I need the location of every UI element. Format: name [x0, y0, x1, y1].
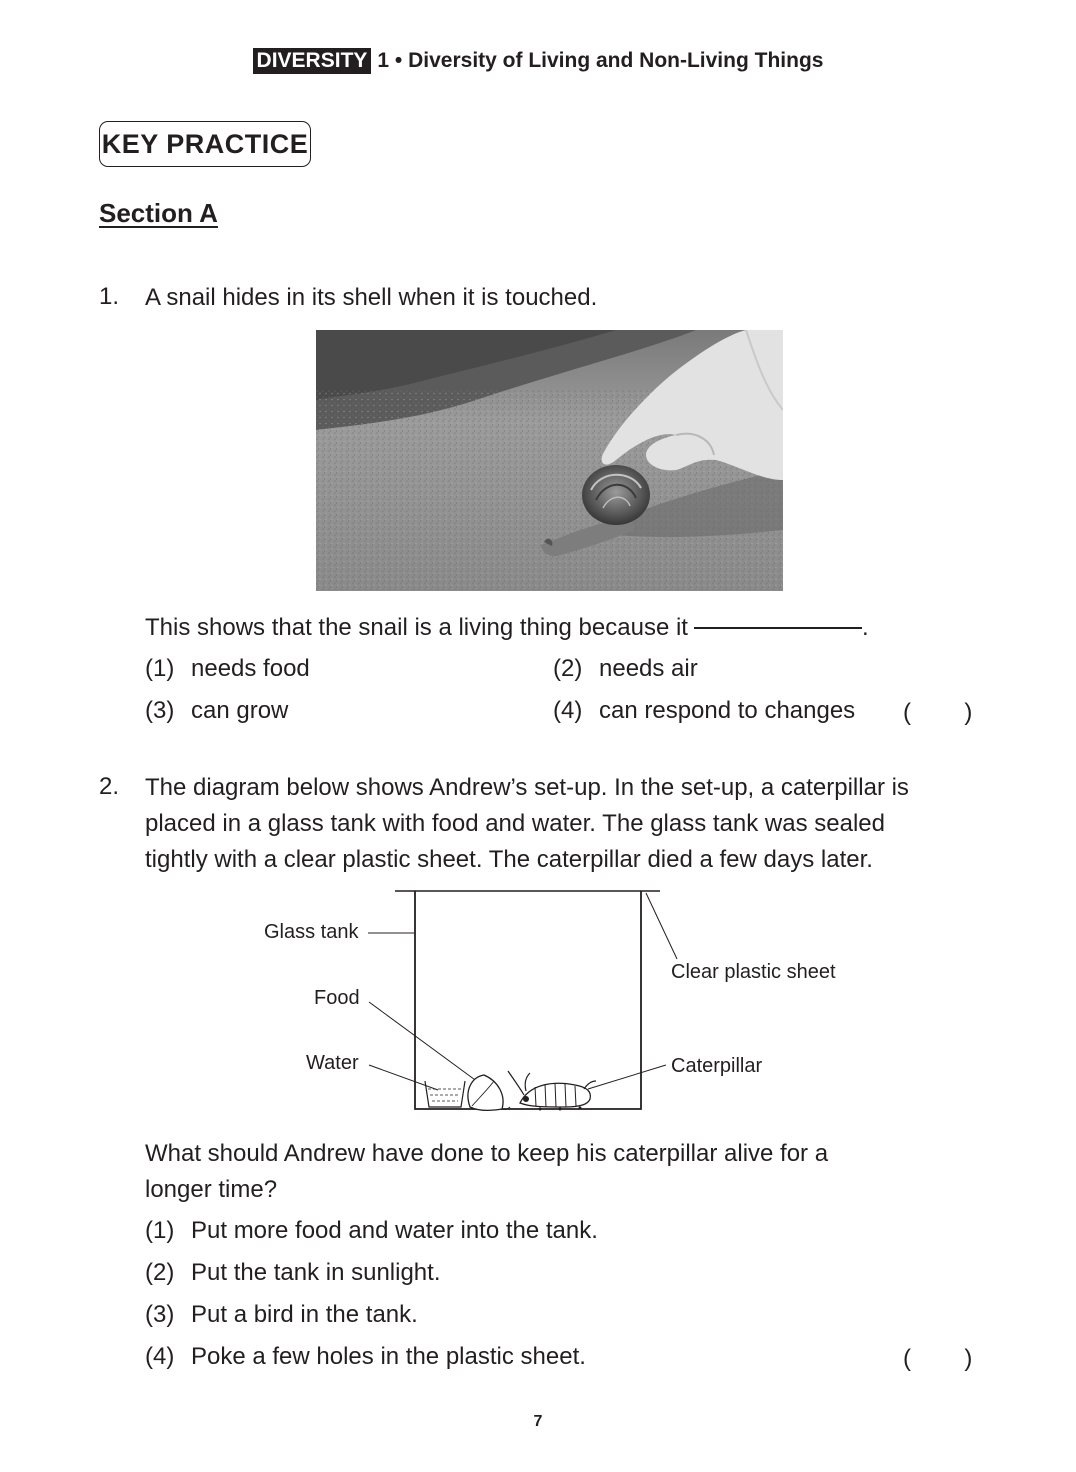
q1-answer-bracket[interactable]: ( ) — [903, 699, 973, 726]
option-text: Put the tank in sunlight. — [191, 1259, 441, 1286]
option-number: (1) — [145, 655, 175, 682]
option-text: Poke a few holes in the plastic sheet. — [191, 1343, 586, 1370]
q1-follow-end: . — [861, 614, 869, 641]
plastic-sheet-leader — [646, 893, 677, 959]
q2-option-1[interactable] — [145, 1213, 598, 1249]
q1-option-4[interactable] — [553, 693, 855, 729]
chapter-title: 1 • Diversity of Living and Non-Living Things — [377, 49, 824, 72]
q1-answer-blank[interactable] — [694, 627, 862, 629]
label-caterpillar: Caterpillar — [671, 1055, 763, 1077]
chapter-header — [0, 49, 1076, 73]
key-practice-box — [99, 121, 311, 167]
q1-follow — [145, 610, 869, 646]
food-leader — [369, 1002, 482, 1085]
page-number: 7 — [533, 1413, 543, 1430]
option-text: can grow — [191, 697, 289, 724]
water-leader — [369, 1065, 438, 1090]
option-text: Put a bird in the tank. — [191, 1301, 418, 1328]
q2-option-2[interactable] — [145, 1255, 441, 1291]
q1-stem: A snail hides in its shell when it is touched. — [145, 284, 598, 311]
q2-question-line-2: longer time? — [145, 1176, 278, 1203]
q1-option-1[interactable] — [145, 651, 310, 687]
option-number: (2) — [145, 1259, 175, 1286]
q2-option-3[interactable] — [145, 1297, 418, 1333]
q2-answer-bracket[interactable]: ( ) — [903, 1345, 973, 1372]
q2-number: 2. — [99, 773, 120, 800]
section-title: Section A — [99, 198, 218, 228]
option-text: needs air — [599, 655, 698, 682]
option-number: (3) — [145, 697, 175, 724]
q2-question-line-1: What should Andrew have done to keep his caterpillar alive for a — [145, 1140, 829, 1167]
q2-option-4[interactable] — [145, 1339, 586, 1375]
q2-stem-line-3: tightly with a clear plastic sheet. The caterpillar died a few days later. — [145, 846, 873, 873]
option-number: (4) — [145, 1343, 175, 1370]
water-dish — [425, 1081, 465, 1107]
option-text: Put more food and water into the tank. — [191, 1217, 598, 1244]
label-food: Food — [314, 987, 360, 1009]
option-number: (1) — [145, 1217, 175, 1244]
key-practice-label: KEY PRACTICE — [101, 129, 309, 159]
q1-follow-text: This shows that the snail is a living thing because it — [145, 614, 688, 641]
option-number: (4) — [553, 697, 583, 724]
q1-option-2[interactable] — [553, 651, 698, 687]
chapter-tag: DIVERSITY — [253, 48, 372, 74]
q2-stem-line-1: The diagram below shows Andrew’s set-up. In the set-up, a caterpillar is — [145, 774, 909, 801]
option-text: needs food — [191, 655, 310, 682]
caterpillar-leader — [588, 1065, 666, 1089]
q1-option-3[interactable] — [145, 693, 288, 729]
caterpillar-figure — [508, 1071, 596, 1111]
label-plastic-sheet: Clear plastic sheet — [671, 961, 836, 983]
food-leaf — [468, 1075, 510, 1110]
option-number: (3) — [145, 1301, 175, 1328]
q2-stem-line-2: placed in a glass tank with food and water. The glass tank was sealed — [145, 810, 886, 837]
snail-photo — [316, 330, 783, 591]
label-glass-tank: Glass tank — [264, 921, 359, 943]
option-number: (2) — [553, 655, 583, 682]
q1-number: 1. — [99, 283, 120, 310]
option-text: can respond to changes — [599, 697, 856, 724]
label-water: Water — [306, 1052, 359, 1074]
tank-diagram — [360, 885, 680, 1120]
